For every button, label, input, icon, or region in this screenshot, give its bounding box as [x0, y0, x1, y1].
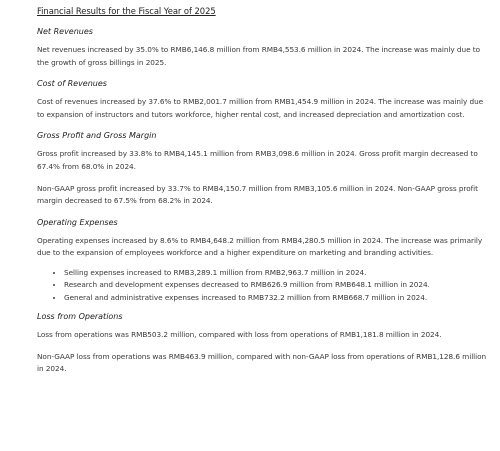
section-heading: Net Revenues — [37, 27, 93, 36]
section-heading: Cost of Revenues — [37, 79, 107, 89]
paragraph: Net revenues increased by 35.0% to RMB6,146.8 million from RMB4,553.6 million in 2024. The increase was mainly due to the growth of gross billings in 2025. — [37, 45, 481, 67]
bullet-item: • Research and development expenses decreased to RMB626.9 million from RMB648.1 million in 2024. — [64, 279, 492, 291]
section-heading: Operating Expenses — [37, 217, 118, 227]
paragraph: Operating expenses increased by 8.6% to RMB4,648.2 million from RMB4,280.5 million in 2024. The increase was primarily due to the expansion of employees workforce and a higher expenditure on marketing and branding activities. — [37, 235, 483, 258]
paragraph: Cost of revenues increased by 37.6% to RMB2,001.7 million from RMB1,454.9 million in 2024. The increase was mainly due to expansion of instructors and tutors workforce, higher rental cost, and increased depreciation and amortization cost. — [37, 97, 484, 119]
bullet-list — [37, 267, 492, 304]
section-cost-of-revenues — [37, 78, 492, 121]
paragraph: Loss from operations was RMB503.2 million, compared with loss from operations of RMB1,181.8 million in 2024. — [37, 330, 442, 340]
section-gross-profit — [37, 130, 492, 207]
bullet-item: • Selling expenses increased to RMB3,289.1 million from RMB2,963.7 million in 2024. — [64, 267, 492, 279]
section-heading: Gross Profit and Gross Margin — [37, 131, 157, 141]
section-heading: Loss from Operations — [37, 312, 123, 322]
paragraph: Non-GAAP gross profit increased by 33.7% to RMB4,150.7 million from RMB3,105.6 million in 2024. Non-GAAP gross profit margin decreased to 67.5% from 68.2% in 2024. — [37, 183, 478, 206]
paragraph: Non-GAAP loss from operations was RMB463.9 million, compared with non-GAAP loss from operations of RMB1,128.6 million in 2024. — [37, 351, 487, 374]
paragraph: Gross profit increased by 33.8% to RMB4,145.1 million from RMB3,098.6 million in 2024. Gross profit margin decreased to 67.4% from 68.0% in 2024. — [37, 149, 478, 171]
section-net-revenues — [37, 26, 492, 69]
bullet-item: • General and administrative expenses increased to RMB732.2 million from RMB668.7 million in 2024. — [64, 292, 492, 304]
section-loss-from-operations — [37, 311, 492, 376]
section-operating-expenses — [37, 217, 492, 304]
document-title: Financial Results for the Fiscal Year of 2025 — [37, 6, 216, 16]
